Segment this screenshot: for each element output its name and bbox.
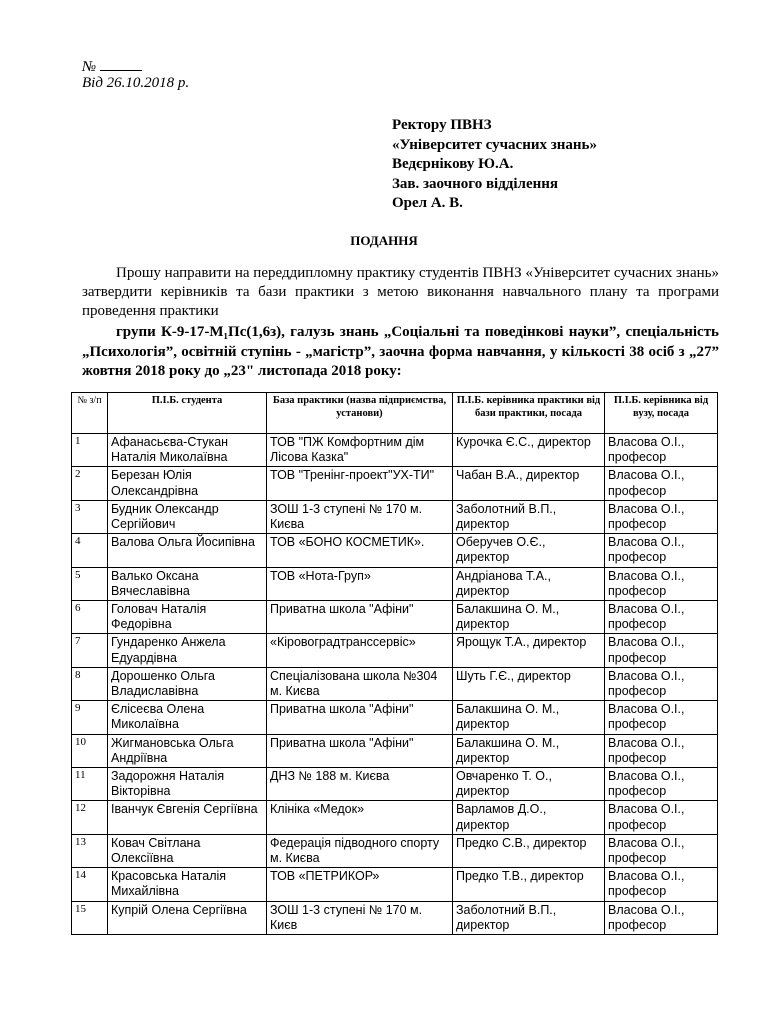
header-base: База практики (назва підприємства, установи): [267, 393, 453, 434]
row-student-name: Ковач Світлана Олексіївна: [108, 834, 267, 867]
row-practice-base: «Кіровоградтранссервіс»: [267, 634, 453, 667]
request-paragraph: [82, 264, 719, 321]
row-student-name: Будник Олександр Сергійович: [108, 500, 267, 533]
addressee-line: Ведєрнікову Ю.А.: [392, 156, 514, 173]
row-base-supervisor: Варламов Д.О., директор: [453, 801, 605, 834]
table-row: [72, 634, 718, 667]
row-base-supervisor: Ярощук Т.А., директор: [453, 634, 605, 667]
table-row: [72, 701, 718, 734]
row-num: 11: [72, 768, 108, 801]
document-title: ПОДАННЯ: [350, 233, 418, 248]
row-base-supervisor: Заболотний В.П., директор: [453, 901, 605, 934]
addressee-line: Ректору ПВНЗ: [392, 117, 492, 133]
table-row: [72, 734, 718, 767]
row-num: 8: [72, 667, 108, 700]
header-base-supervisor: П.І.Б. керівника практики від бази практики, посада: [453, 393, 605, 434]
row-student-name: Березан Юлія Олександрівна: [108, 467, 267, 500]
row-num: 13: [72, 834, 108, 867]
row-uni-supervisor: Власова О.І., професор: [605, 667, 718, 700]
table-row: [72, 567, 718, 600]
row-uni-supervisor: Власова О.І., професор: [605, 834, 718, 867]
row-num: 14: [72, 868, 108, 901]
row-base-supervisor: Овчаренко Т. О., директор: [453, 768, 605, 801]
row-uni-supervisor: Власова О.І., професор: [605, 734, 718, 767]
row-uni-supervisor: Власова О.І., професор: [605, 634, 718, 667]
header-student: П.І.Б. студента: [108, 393, 267, 434]
row-num: 1: [72, 434, 108, 467]
row-student-name: Афанасьєва-Стукан Наталія Миколаївна: [108, 434, 267, 467]
row-student-name: Валько Оксана Вячеславівна: [108, 567, 267, 600]
table-row: [72, 667, 718, 700]
table-row: [72, 534, 718, 567]
row-base-supervisor: Предко С.В., директор: [453, 834, 605, 867]
row-num: 4: [72, 534, 108, 567]
row-practice-base: ТОВ «ПЕТРИКОР»: [267, 868, 453, 901]
header-uni-supervisor: П.І.Б. керівника від вузу, посада: [605, 393, 718, 434]
row-num: 7: [72, 634, 108, 667]
request-paragraph-text: Прошу направити на переддипломну практику студентів ПВНЗ «Університет сучасних знань» затвердити керівників та бази практики з метою виконання навчального плану та програми проведення практики: [82, 265, 719, 319]
group-paragraph-text: групи К-9-17-М₁Пс(1,6з), галузь знань „Соціальні та поведінкові науки”, спеціальність „Психологія”, освітній ступінь - „магістр”, заочна форма навчання, у кількості 38 осіб з „27” жовтня 2018 року до „23" листопада 2018 року:: [82, 324, 719, 379]
table-row: [72, 768, 718, 801]
table-row: [72, 434, 718, 467]
row-num: 5: [72, 567, 108, 600]
row-base-supervisor: Чабан В.А., директор: [453, 467, 605, 500]
document-date: Від 26.10.2018 р.: [82, 75, 190, 91]
row-student-name: Красовська Наталія Михайлівна: [108, 868, 267, 901]
row-student-name: Дорошенко Ольга Владиславівна: [108, 667, 267, 700]
row-num: 15: [72, 901, 108, 934]
row-uni-supervisor: Власова О.І., професор: [605, 601, 718, 634]
row-student-name: Купрій Олена Сергіївна: [108, 901, 267, 934]
row-practice-base: Приватна школа "Афіни": [267, 601, 453, 634]
group-paragraph: [82, 323, 719, 382]
row-base-supervisor: Балакшина О. М., директор: [453, 734, 605, 767]
row-uni-supervisor: Власова О.І., професор: [605, 434, 718, 467]
table-row: [72, 834, 718, 867]
row-num: 2: [72, 467, 108, 500]
row-practice-base: Приватна школа "Афіни": [267, 734, 453, 767]
row-uni-supervisor: Власова О.І., професор: [605, 868, 718, 901]
row-num: 9: [72, 701, 108, 734]
row-practice-base: ЗОШ 1-3 ступені № 170 м. Києва: [267, 500, 453, 533]
row-practice-base: ТОВ «БОНО КОСМЕТИК».: [267, 534, 453, 567]
row-base-supervisor: Оберучев О.Є., директор: [453, 534, 605, 567]
row-uni-supervisor: Власова О.І., професор: [605, 534, 718, 567]
table-row: [72, 601, 718, 634]
row-uni-supervisor: Власова О.І., професор: [605, 701, 718, 734]
addressee-block: [392, 116, 597, 214]
row-student-name: Гундаренко Анжела Едуардівна: [108, 634, 267, 667]
row-practice-base: ТОВ "ПЖ Комфортним дім Лісова Казка": [267, 434, 453, 467]
row-base-supervisor: Курочка Є.С., директор: [453, 434, 605, 467]
row-num: 6: [72, 601, 108, 634]
row-practice-base: Клініка «Медок»: [267, 801, 453, 834]
addressee-line: «Університет сучасних знань»: [392, 136, 597, 153]
row-base-supervisor: Балакшина О. М., директор: [453, 701, 605, 734]
table-row: [72, 500, 718, 533]
row-practice-base: Федерація підводного спорту м. Києва: [267, 834, 453, 867]
table-header-row: [72, 393, 718, 434]
row-practice-base: Приватна школа "Афіни": [267, 701, 453, 734]
row-practice-base: ТОВ «Нота-Груп»: [267, 567, 453, 600]
table-row: [72, 801, 718, 834]
row-base-supervisor: Предко Т.В., директор: [453, 868, 605, 901]
row-num: 3: [72, 500, 108, 533]
row-uni-supervisor: Власова О.І., професор: [605, 567, 718, 600]
row-base-supervisor: Шуть Г.Є., директор: [453, 667, 605, 700]
row-uni-supervisor: Власова О.І., професор: [605, 901, 718, 934]
row-student-name: Задорожня Наталія Вікторівна: [108, 768, 267, 801]
table-body: [72, 434, 718, 935]
addressee-line: Зав. заочного відділення: [392, 175, 559, 192]
students-table: [71, 392, 718, 935]
row-student-name: Головач Наталія Федорівна: [108, 601, 267, 634]
table-row: [72, 901, 718, 934]
row-base-supervisor: Заболотний В.П., директор: [453, 500, 605, 533]
number-blank-line: [100, 57, 142, 71]
table-row: [72, 868, 718, 901]
row-base-supervisor: Балакшина О. М., директор: [453, 601, 605, 634]
row-student-name: Валова Ольга Йосипівна: [108, 534, 267, 567]
row-practice-base: ДНЗ № 188 м. Києва: [267, 768, 453, 801]
row-uni-supervisor: Власова О.І., професор: [605, 500, 718, 533]
number-prefix: №: [82, 59, 97, 75]
row-student-name: Іванчук Євгенія Сергіївна: [108, 801, 267, 834]
addressee-line: Орел А. В.: [392, 195, 463, 212]
row-num: 12: [72, 801, 108, 834]
row-student-name: Жигмановська Ольга Андріївна: [108, 734, 267, 767]
row-base-supervisor: Андріанова Т.А., директор: [453, 567, 605, 600]
row-practice-base: ТОВ "Тренінг-проект"УХ-ТИ": [267, 467, 453, 500]
row-uni-supervisor: Власова О.І., професор: [605, 768, 718, 801]
row-practice-base: Спеціалізована школа №304 м. Києва: [267, 667, 453, 700]
row-student-name: Єлісеєва Олена Миколаївна: [108, 701, 267, 734]
header-num: № з/п: [72, 393, 108, 434]
row-practice-base: ЗОШ 1-3 ступені № 170 м. Києв: [267, 901, 453, 934]
row-uni-supervisor: Власова О.І., професор: [605, 467, 718, 500]
document-number: [82, 57, 142, 76]
row-uni-supervisor: Власова О.І., професор: [605, 801, 718, 834]
table-row: [72, 467, 718, 500]
row-num: 10: [72, 734, 108, 767]
